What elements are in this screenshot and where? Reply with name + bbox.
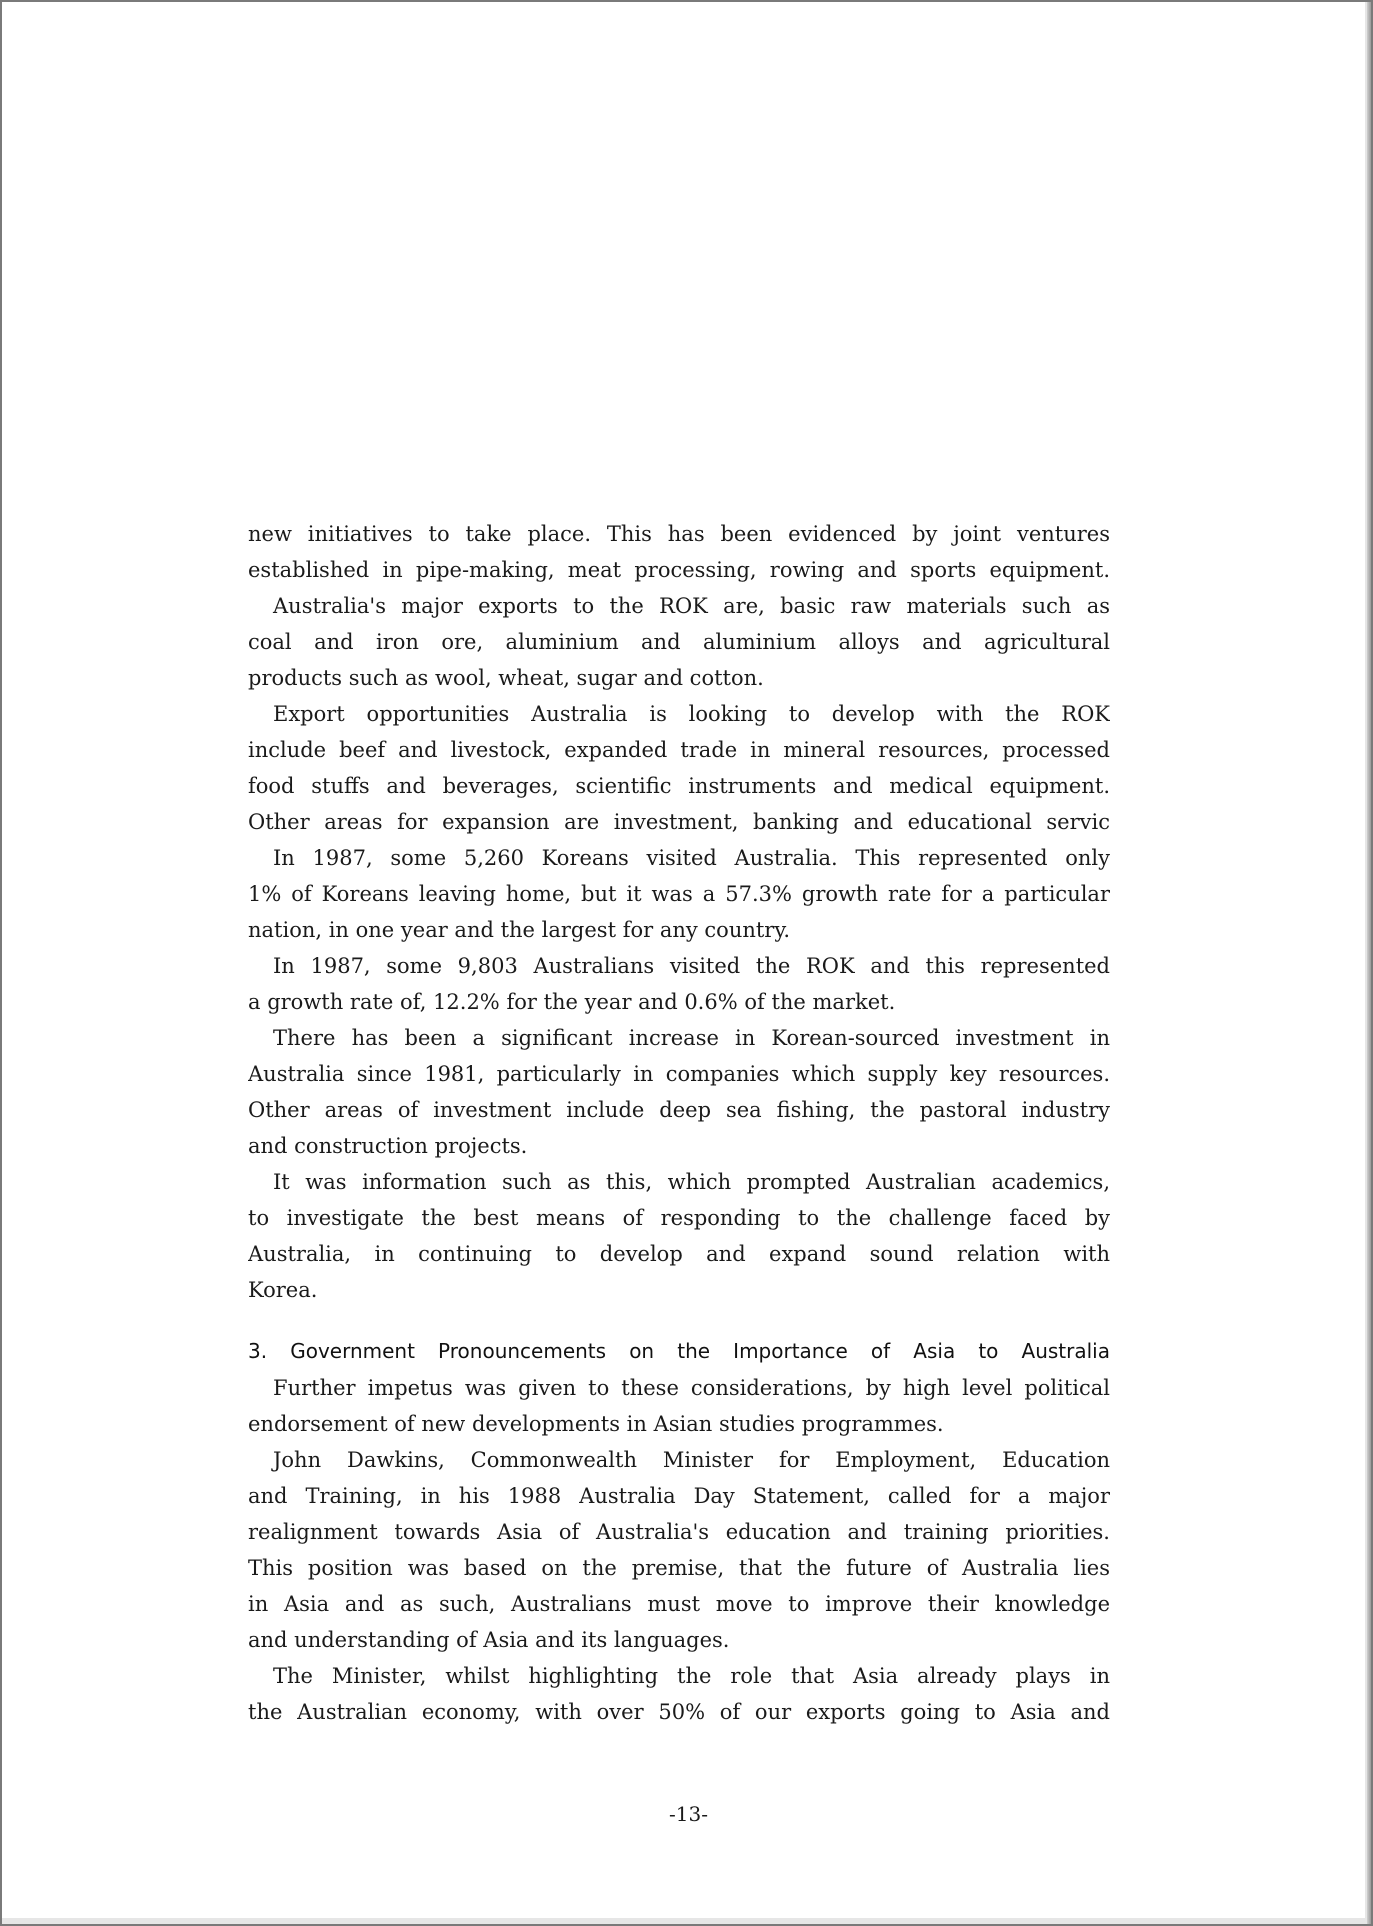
paragraph-korean-investment — [248, 1020, 1110, 1164]
body-text — [248, 516, 1110, 1730]
paragraph-academics — [248, 1164, 1110, 1308]
paragraph-export-opportunities — [248, 696, 1110, 840]
text-line: Australia since 1981, particularly in companies which supply key resources. — [248, 1062, 1110, 1086]
text-line: This position was based on the premise, that the future of Australia lies — [248, 1556, 1110, 1580]
text-line: endorsement of new developments in Asian studies programmes. — [248, 1412, 944, 1436]
text-line: In 1987, some 9,803 Australians visited the ROK and this represented — [273, 954, 1110, 978]
paragraph-minister — [248, 1658, 1110, 1730]
section-heading: 3. Government Pronouncements on the Importance of Asia to Australia — [248, 1339, 1110, 1363]
text-line: and construction projects. — [248, 1134, 528, 1158]
text-line: food stuffs and beverages, scientific instruments and medical equipment. — [248, 774, 1110, 798]
section-spacer — [248, 1308, 1110, 1332]
text-line: and understanding of Asia and its languages. — [248, 1628, 730, 1652]
text-line: There has been a significant increase in Korean-sourced investment in — [273, 1026, 1110, 1050]
text-line: John Dawkins, Commonwealth Minister for Employment, Education — [273, 1448, 1110, 1472]
paragraph-major-exports — [248, 588, 1110, 696]
text-line: realignment towards Asia of Australia's education and training priorities. — [248, 1520, 1110, 1544]
text-line: nation, in one year and the largest for any country. — [248, 918, 791, 942]
text-line: and Training, in his 1988 Australia Day Statement, called for a major — [248, 1484, 1110, 1508]
paragraph-korean-visitors — [248, 840, 1110, 948]
text-line: 1% of Koreans leaving home, but it was a 57.3% growth rate for a particular — [248, 882, 1110, 906]
text-line: Other areas of investment include deep sea fishing, the pastoral industry — [248, 1098, 1110, 1122]
text-line: The Minister, whilst highlighting the role that Asia already plays in — [273, 1664, 1110, 1688]
text-line: coal and iron ore, aluminium and aluminium alloys and agricultural — [248, 630, 1110, 654]
text-line: Australia's major exports to the ROK are, basic raw materials such as — [273, 594, 1110, 618]
text-line: include beef and livestock, expanded trade in mineral resources, processed — [248, 738, 1110, 762]
text-line: In 1987, some 5,260 Koreans visited Australia. This represented only — [273, 846, 1110, 870]
text-line: a growth rate of, 12.2% for the year and 0.6% of the market. — [248, 990, 896, 1014]
text-line: It was information such as this, which prompted Australian academics, — [273, 1170, 1110, 1194]
text-line: Australia, in continuing to develop and expand sound relation with — [248, 1242, 1110, 1266]
paragraph-dawkins — [248, 1442, 1110, 1658]
text-line: Other areas for expansion are investment, banking and educational servic — [248, 810, 1110, 834]
text-line: Further impetus was given to these considerations, by high level political — [273, 1376, 1110, 1400]
page-number: -13- — [669, 1802, 708, 1826]
text-line: to investigate the best means of responding to the challenge faced by — [248, 1206, 1110, 1230]
text-line: established in pipe-making, meat processing, rowing and sports equipment. — [248, 558, 1110, 582]
text-line: the Australian economy, with over 50% of our exports going to Asia and — [248, 1700, 1110, 1724]
text-line: Export opportunities Australia is looking to develop with the ROK — [273, 702, 1110, 726]
text-line: Korea. — [248, 1278, 318, 1302]
text-line: products such as wool, wheat, sugar and cotton. — [248, 666, 764, 690]
paragraph-impetus — [248, 1370, 1110, 1442]
text-line: in Asia and as such, Australians must move to improve their knowledge — [248, 1592, 1110, 1616]
paragraph-joint-ventures — [248, 516, 1110, 588]
paragraph-australian-visitors — [248, 948, 1110, 1020]
text-line: new initiatives to take place. This has been evidenced by joint ventures — [248, 522, 1110, 546]
